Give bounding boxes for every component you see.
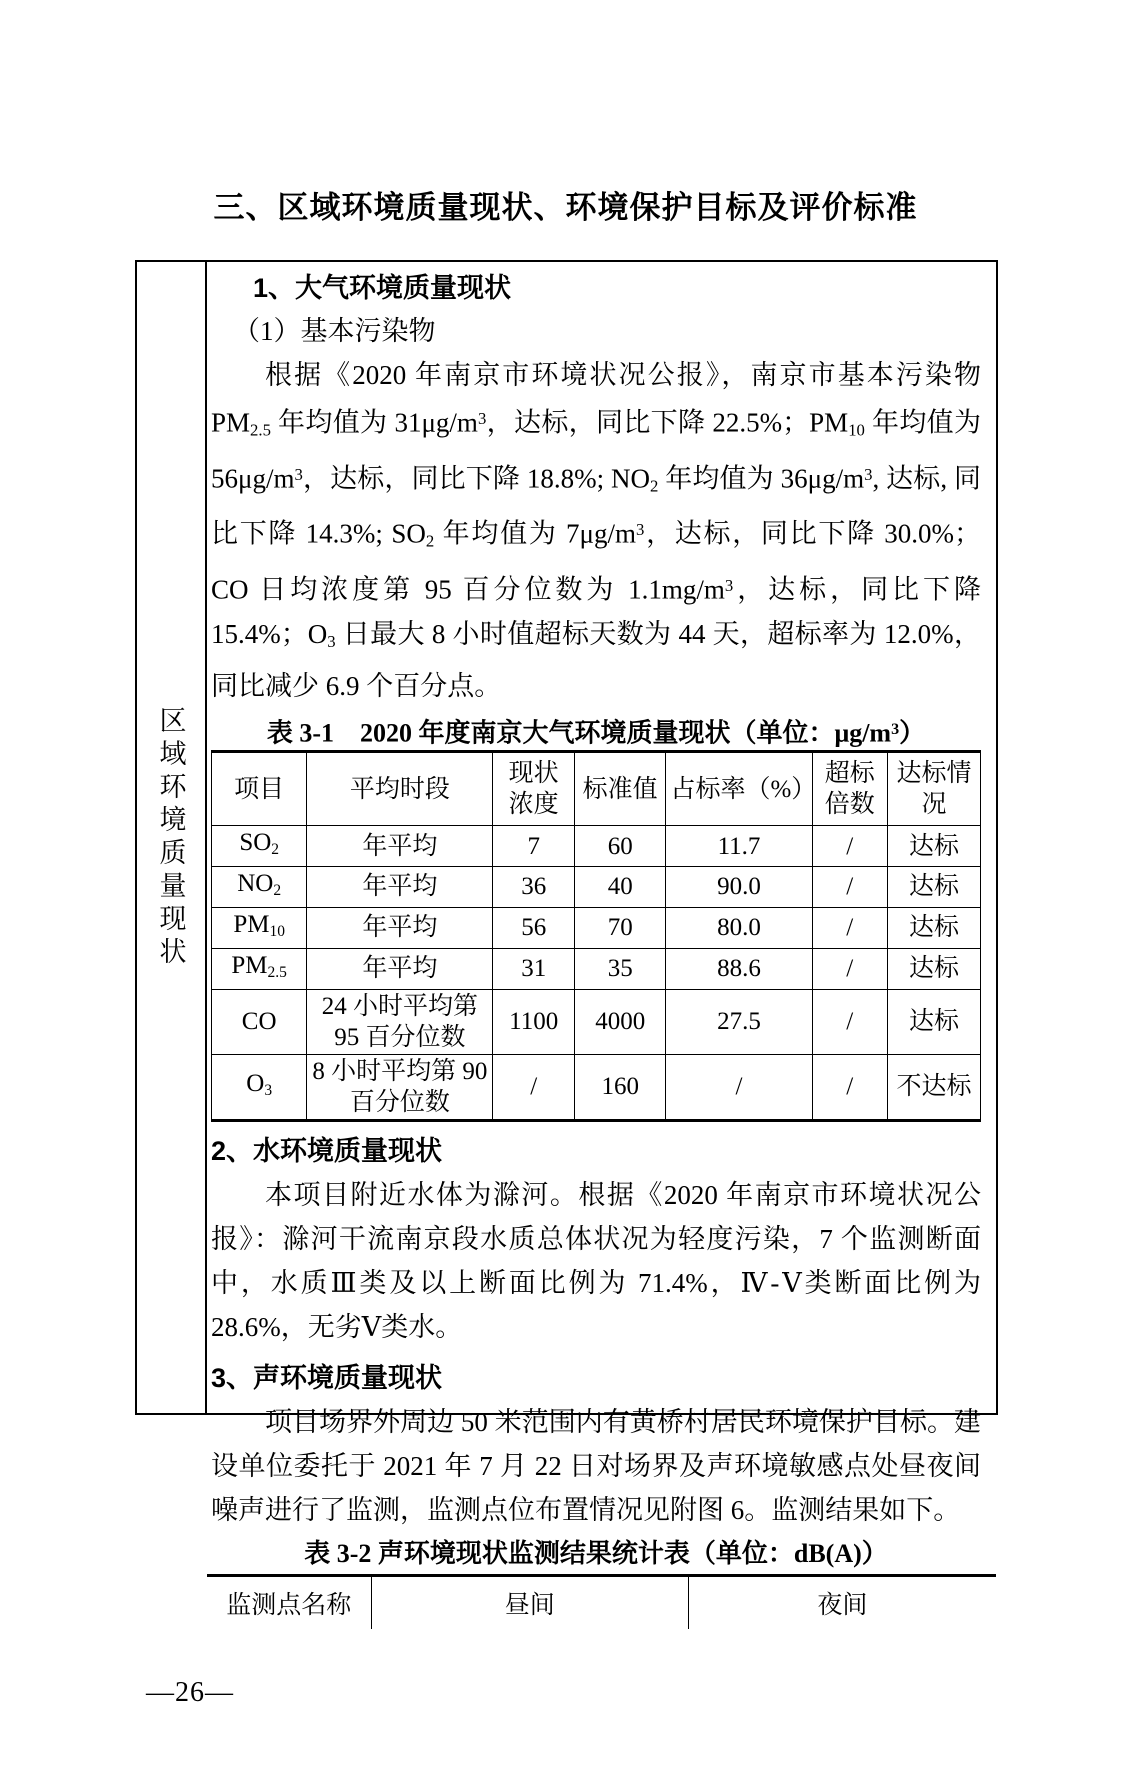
air-quality-table — [211, 750, 981, 1122]
cell-pollutant: $SO_2$ — [212, 826, 307, 867]
noise-col-night: 夜间 — [817, 1591, 868, 1619]
cell-concentration: 7 — [493, 826, 575, 867]
table-row-no2 — [212, 866, 981, 907]
cell-standard: 160 — [574, 1054, 666, 1120]
content-box — [135, 260, 998, 1619]
cell-period: 年平均 — [307, 907, 493, 948]
page-number: —26— — [146, 1677, 234, 1708]
table-row-pm25 — [212, 948, 981, 989]
cell-pollutant: $O_3$ — [212, 1054, 307, 1120]
noise-paragraph: 项目场界外周边 50 米范围内有黄桥村居民环境保护目标。建设单位委托于 2021 年 7 月 22 日对场界及声环境敏感点处昼夜间噪声进行了监测，监测点位布置情况见附图 6。监测结果如下。 — [211, 1406, 981, 1525]
cell-status: 达标 — [887, 907, 980, 948]
table-row-pm10 — [212, 907, 981, 948]
noise-table-header-row — [207, 1575, 996, 1629]
sidebar-row-header — [137, 262, 207, 1413]
cell-concentration: 31 — [493, 948, 575, 989]
cell-pollutant: CO — [212, 989, 307, 1054]
cell-period: 24 小时平均第 95 百分位数 — [307, 989, 493, 1054]
cell-exceed-times: / — [812, 907, 887, 948]
section-air-heading: 1、大气环境质量现状 — [253, 273, 512, 303]
cell-period: 年平均 — [307, 826, 493, 867]
table-row-co — [212, 989, 981, 1054]
cell-standard: 4000 — [574, 989, 666, 1054]
cell-ratio: 11.7 — [666, 826, 812, 867]
cell-exceed-times: / — [812, 1054, 887, 1120]
cell-pollutant: $PM_{2.5}$ — [212, 948, 307, 989]
air-table-header-row — [212, 752, 981, 826]
noise-table-caption: 表 3-2 声环境现状监测结果统计表（单位：dB(A)） — [304, 1538, 888, 1568]
cell-pollutant: $NO_2$ — [212, 866, 307, 907]
cell-period: 年平均 — [307, 866, 493, 907]
section-water-heading: 2、水环境质量现状 — [211, 1135, 443, 1166]
sidebar-label: 区域环境质量现状 — [155, 705, 186, 970]
cell-ratio: 27.5 — [666, 989, 812, 1054]
page-title: 三、区域环境质量现状、环境保护目标及评价标准 — [213, 190, 918, 225]
cell-status: 达标 — [887, 826, 980, 867]
noise-monitor-table — [207, 1574, 996, 1630]
air-col-concentration: 现状浓度 — [493, 752, 575, 826]
cell-ratio: 90.0 — [666, 866, 812, 907]
air-paragraph: 根据《2020 年南京市环境状况公报》，南京市基本污染物 $PM_{2.5}$ 年均值为 $31\mu g/m^3$，达标，同比下降 22.5%；$PM_{10}$ 年均值为 $56\mu g/m^3$，达标，同比下降 18.8%; $NO_2$ 年均值为 $36\mu g/m^3$, 达标, 同比下降 14.3%; $SO_2$ 年均值为 $7\mu g/m^3$，达标，同比下降 30.0%；CO 日均浓度第 95 百分位数为 $1.1mg/m^3$，达标，同比下降 15.4%；$O_3$ 日最大 8 小时值超标天数为 44 天，超标率为 12.0%，同比减少 6.9 个百分点。 — [211, 360, 982, 701]
cell-ratio: / — [666, 1054, 812, 1120]
air-col-standard: 标准值 — [574, 752, 666, 826]
cell-status: 达标 — [887, 866, 980, 907]
air-col-item: 项目 — [212, 752, 307, 826]
cell-standard: 40 — [574, 866, 666, 907]
cell-standard: 35 — [574, 948, 666, 989]
cell-pollutant: $PM_{10}$ — [212, 907, 307, 948]
air-table-caption: 表 3-1 2020 年度南京大气环境质量现状（单位：$\mu g/m^3$） — [266, 718, 926, 748]
water-paragraph: 本项目附近水体为滁河。根据《2020 年南京市环境状况公报》：滁河干流南京段水质总体状况为轻度污染，7 个监测断面中，水质Ⅲ类及以上断面比例为 71.4%，Ⅳ-Ⅴ类断面比例为 28.6%，无劣Ⅴ类水。 — [211, 1179, 981, 1342]
cell-exceed-times: / — [812, 826, 887, 867]
cell-status: 不达标 — [887, 1054, 980, 1120]
cell-exceed-times: / — [812, 989, 887, 1054]
cell-ratio: 80.0 — [666, 907, 812, 948]
air-col-exceed-times: 超标倍数 — [812, 752, 887, 826]
table-row-o3 — [212, 1054, 981, 1120]
cell-exceed-times: / — [812, 948, 887, 989]
cell-concentration: / — [493, 1054, 575, 1120]
noise-col-point: 监测点名称 — [207, 1575, 371, 1629]
section-air-subheading: （1）基本污染物 — [233, 316, 436, 346]
table-row-so2 — [212, 826, 981, 867]
cell-concentration: 36 — [493, 866, 575, 907]
air-col-status: 达标情况 — [887, 752, 980, 826]
cell-ratio: 88.6 — [666, 948, 812, 989]
cell-period: 年平均 — [307, 948, 493, 989]
air-col-ratio: 占标率（%） — [666, 752, 812, 826]
cell-period: 8 小时平均第 90 百分位数 — [307, 1054, 493, 1120]
air-col-period: 平均时段 — [307, 752, 493, 826]
cell-standard: 60 — [574, 826, 666, 867]
section-noise-heading: 3、声环境质量现状 — [211, 1362, 443, 1393]
cell-exceed-times: / — [812, 866, 887, 907]
cell-status: 达标 — [887, 989, 980, 1054]
cell-status: 达标 — [887, 948, 980, 989]
content-area — [207, 262, 996, 1619]
noise-table-block — [207, 1532, 996, 1630]
cell-standard: 70 — [574, 907, 666, 948]
cell-concentration: 1100 — [493, 989, 575, 1054]
noise-col-daytime: 昼间 — [371, 1575, 688, 1629]
cell-concentration: 56 — [493, 907, 575, 948]
